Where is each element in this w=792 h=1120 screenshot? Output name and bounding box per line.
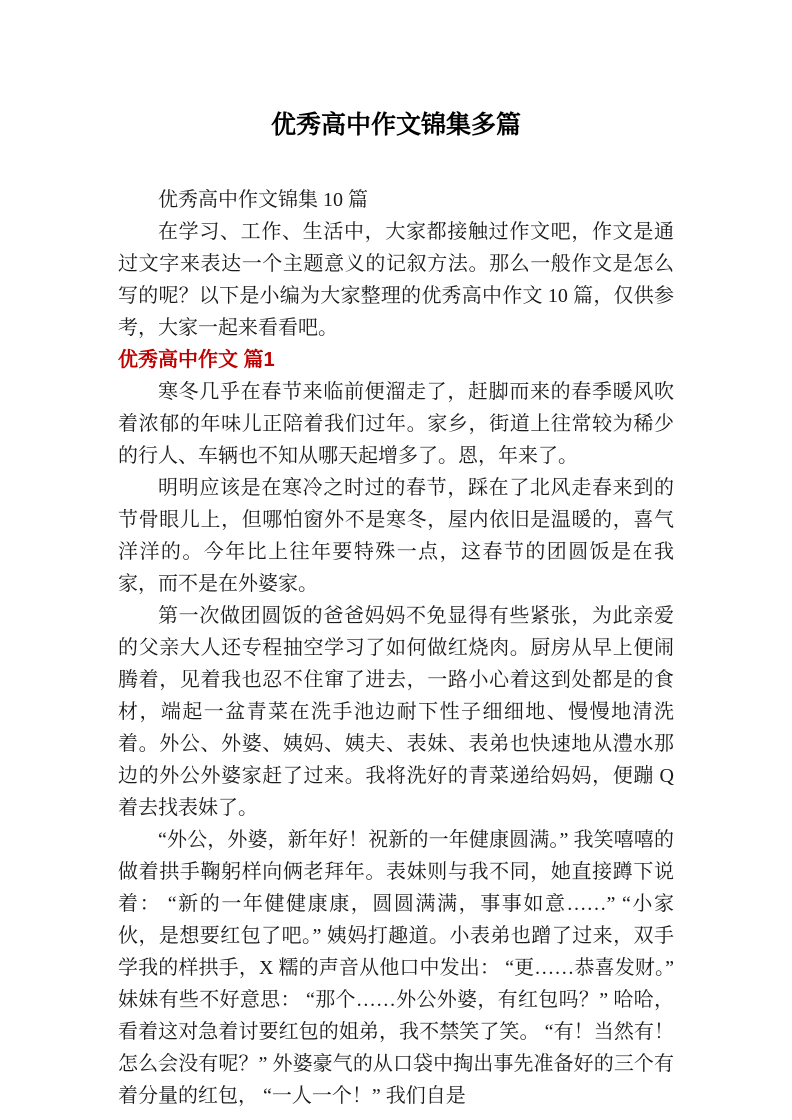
- essay-paragraph: 第一次做团圆饭的爸爸妈妈不免显得有些紧张，为此亲爱的父亲大人还专程抽空学习了如何做红烧肉。厨房从早上便闹腾着，见着我也忍不住窜了进去，一路小心着这到处都是的食材，端起一盆青菜在洗手池边耐下性子细细地、慢慢地清洗着。外公、外婆、姨妈、姨夫、表妹、表弟也快速地从澧水那边的外公外婆家赶了过来。我将洗好的青菜递给妈妈，便蹦 Q 着去找表妹了。: [118, 605, 674, 819]
- essay-paragraph: 寒冬几乎在春节来临前便溜走了，赶脚而来的春季暖风吹着浓郁的年味儿正陪着我们过年。家乡，街道上往常较为稀少的行人、车辆也不知从哪天起增多了。恩，年来了。: [118, 381, 674, 467]
- section-heading: 优秀高中作文 篇1: [118, 349, 275, 371]
- essay-paragraph: 明明应该是在寒冷之时过的春节，踩在了北风走春来到的节骨眼儿上，但哪怕窗外不是寒冬，屋内依旧是温暖的，喜气洋洋的。今年比上往年要特殊一点，这春节的团圆饭是在我家，而不是在外婆家。: [118, 477, 674, 595]
- document-title: 优秀高中作文锦集多篇: [270, 111, 521, 139]
- intro-paragraph: 在学习、工作、生活中，大家都接触过作文吧，作文是通过文字来表达一个主题意义的记叙方法。那么一般作文是怎么写的呢？以下是小编为大家整理的优秀高中作文 10 篇，仅供参考，大家一起来看看吧。: [118, 221, 674, 339]
- essay-paragraph: “外公，外婆，新年好！祝新的一年健康圆满。” 我笑嘻嘻的做着拱手鞠躬样向俩老拜年。表妹则与我不同，她直接蹲下说着： “新的一年健健康康，圆圆满满，事事如意……” “小家伙，是想要红包了吧。” 姨妈打趣道。小表弟也蹭了过来，双手学我的样拱手，X 糯的声音从他口中发出： “更……恭喜发财。” 妹妹有些不好意思： “那个……外公外婆，有红包吗？” 哈哈，看着这对急着讨要红包的姐弟，我不禁笑了笑。 “有！当然有！怎么会没有呢？” 外婆豪气的从口袋中掏出事先准备好的三个有着分量的红包， “一人一个！” 我们自是: [118, 829, 674, 1107]
- intro-subtitle: 优秀高中作文锦集 10 篇: [158, 189, 368, 211]
